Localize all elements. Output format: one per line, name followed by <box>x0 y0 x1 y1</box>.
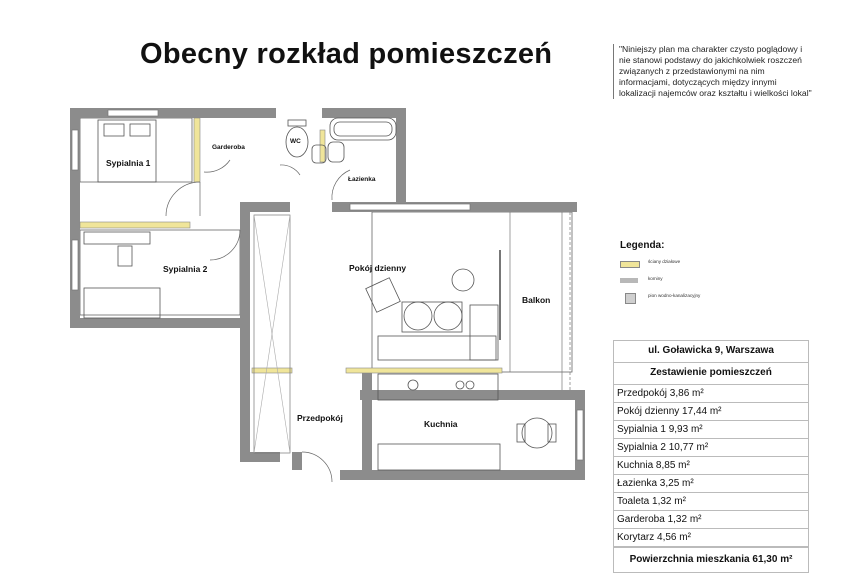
legend-label: pion wodno-kanalizacyjny <box>648 293 701 298</box>
table-row: Przedpokój 3,86 m² <box>614 385 808 403</box>
room-kuchnia: Kuchnia <box>424 419 458 429</box>
table-row: Kuchnia 8,85 m² <box>614 457 808 475</box>
summary-heading: Zestawienie pomieszczeń <box>614 363 808 385</box>
table-row: Toaleta 1,32 m² <box>614 493 808 511</box>
room-garderoba: Garderoba <box>212 144 245 151</box>
room-wc: WC <box>290 138 301 145</box>
riser-swatch <box>625 293 636 304</box>
room-sypialnia-1: Sypialnia 1 <box>106 158 151 168</box>
legend-item <box>620 291 730 306</box>
room-pokoj-dzienny: Pokój dzienny <box>349 263 407 273</box>
legend-label: ściany działowe <box>648 259 681 264</box>
legend-item <box>620 257 730 272</box>
legend <box>620 240 730 306</box>
address: ul. Goławicka 9, Warszawa <box>614 341 808 363</box>
room-sypialnia-2: Sypialnia 2 <box>163 264 208 274</box>
legend-item <box>620 274 730 289</box>
partition-walls <box>80 118 502 373</box>
page-title: Obecny rozkład pomieszczeń <box>140 38 553 70</box>
living-furniture <box>366 269 498 400</box>
table-row: Łazienka 3,25 m² <box>614 475 808 493</box>
chimney-swatch <box>620 278 638 283</box>
table-row: Garderoba 1,32 m² <box>614 511 808 529</box>
legend-title: Legenda: <box>620 240 665 251</box>
total-area: Powierzchnia mieszkania 61,30 m² <box>614 547 808 572</box>
table-row: Sypialnia 2 10,77 m² <box>614 439 808 457</box>
room-lazienka: Łazienka <box>348 176 376 183</box>
legend-label: kominy <box>648 276 663 281</box>
room-balkon: Balkon <box>522 295 551 305</box>
room-summary-table <box>613 340 809 573</box>
room-przedpokoj: Przedpokój <box>297 413 343 423</box>
table-row: Sypialnia 1 9,93 m² <box>614 421 808 439</box>
table-row: Korytarz 4,56 m² <box>614 529 808 547</box>
bed-icon <box>98 120 156 182</box>
kitchen-furniture <box>378 418 556 470</box>
partition-swatch <box>620 261 640 268</box>
table-row: Pokój dzienny 17,44 m² <box>614 403 808 421</box>
desk-icon <box>84 232 160 318</box>
disclaimer-note: "Niniejszy plan ma charakter czysto poglądowy i nie stanowi podstawy do jakichkolwiek roszczeń związanych z przedstawionymi na nim informacjami, dotyczących między innymi lokalizacji najemców oraz kształtu i wielkości lokal" <box>613 44 815 99</box>
